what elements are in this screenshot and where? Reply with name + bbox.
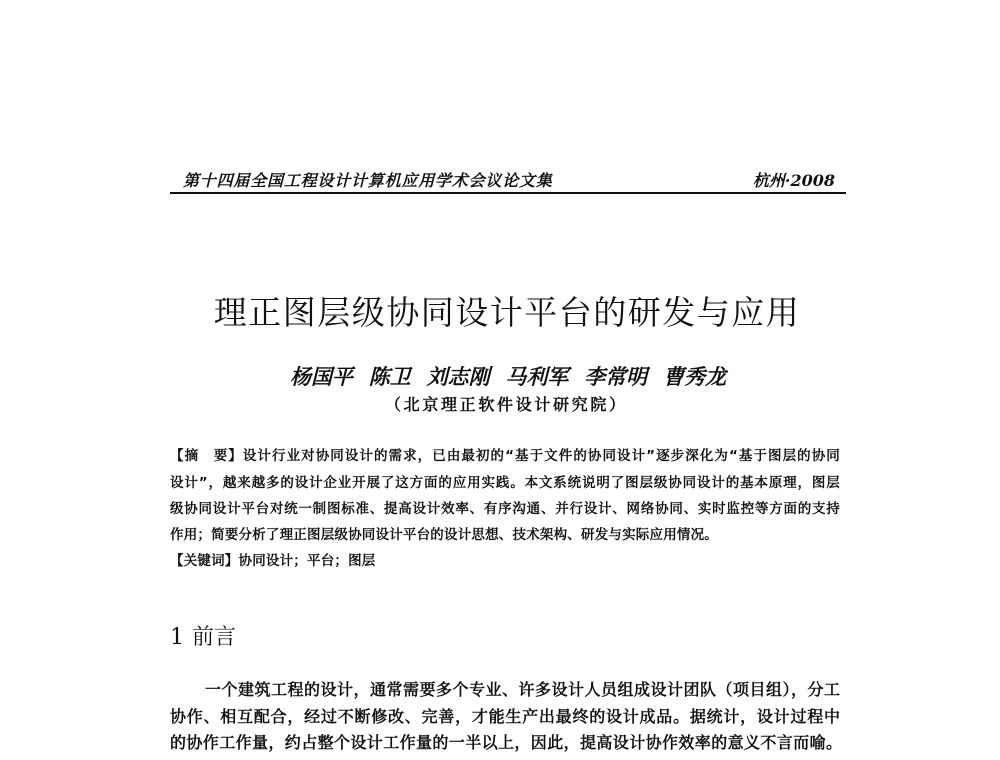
body-line: 协作、相互配合，经过不断修改、完善，才能生产出最终的设计成品。据统计，设计过程中 xyxy=(170,707,840,726)
author-name: 陈卫 xyxy=(368,364,411,389)
abstract-line: 级协同设计平台对统一制图标准、提高设计效率、有序沟通、并行设计、网络协同、实时监控等方面的支持 xyxy=(170,501,840,517)
paper-title: 理正图层级协同设计平台的研发与应用 xyxy=(213,293,801,332)
author-name: 曹秀龙 xyxy=(662,364,726,389)
running-header-location-year: 杭州·2008 xyxy=(752,171,835,190)
author-name: 马利军 xyxy=(505,364,569,389)
author-name: 李常明 xyxy=(584,364,648,389)
section-heading xyxy=(170,624,236,652)
author-affiliation: （北京理正软件设计研究院） xyxy=(385,395,625,414)
abstract-line xyxy=(170,443,840,469)
body-line: 的协作工作量，约占整个设计工作量的一半以上，因此，提高设计协作效率的意义不言而喻。 xyxy=(170,733,842,752)
author-list xyxy=(290,364,726,390)
keywords-text: 协同设计；平台；图层 xyxy=(238,553,376,569)
author-name: 刘志刚 xyxy=(426,364,490,389)
header-rule xyxy=(170,192,846,194)
running-header-proceedings: 第十四届全国工程设计计算机应用学术会议论文集 xyxy=(183,171,553,190)
abstract-line: 设计”，越来越多的设计企业开展了这方面的应用实践。本文系统说明了图层级协同设计的基本原理，图层 xyxy=(170,475,840,491)
section-number: 1 xyxy=(170,625,184,650)
body-line: 一个建筑工程的设计，通常需要多个专业、许多设计人员组成设计团队（项目组），分工 xyxy=(205,680,840,699)
abstract-line: 作用；简要分析了理正图层级协同设计平台的设计思想、技术架构、研发与实际应用情况。 xyxy=(170,527,718,543)
abstract-label: 【摘 要】 xyxy=(170,448,243,464)
abstract-text: 设计行业对协同设计的需求，已由最初的“基于文件的协同设计”逐步深化为“基于图层的协同 xyxy=(242,448,841,464)
keywords-line xyxy=(170,548,840,574)
author-name: 杨国平 xyxy=(290,364,353,389)
keywords-label: 【关键词】 xyxy=(170,553,239,569)
section-title: 前言 xyxy=(192,625,237,650)
